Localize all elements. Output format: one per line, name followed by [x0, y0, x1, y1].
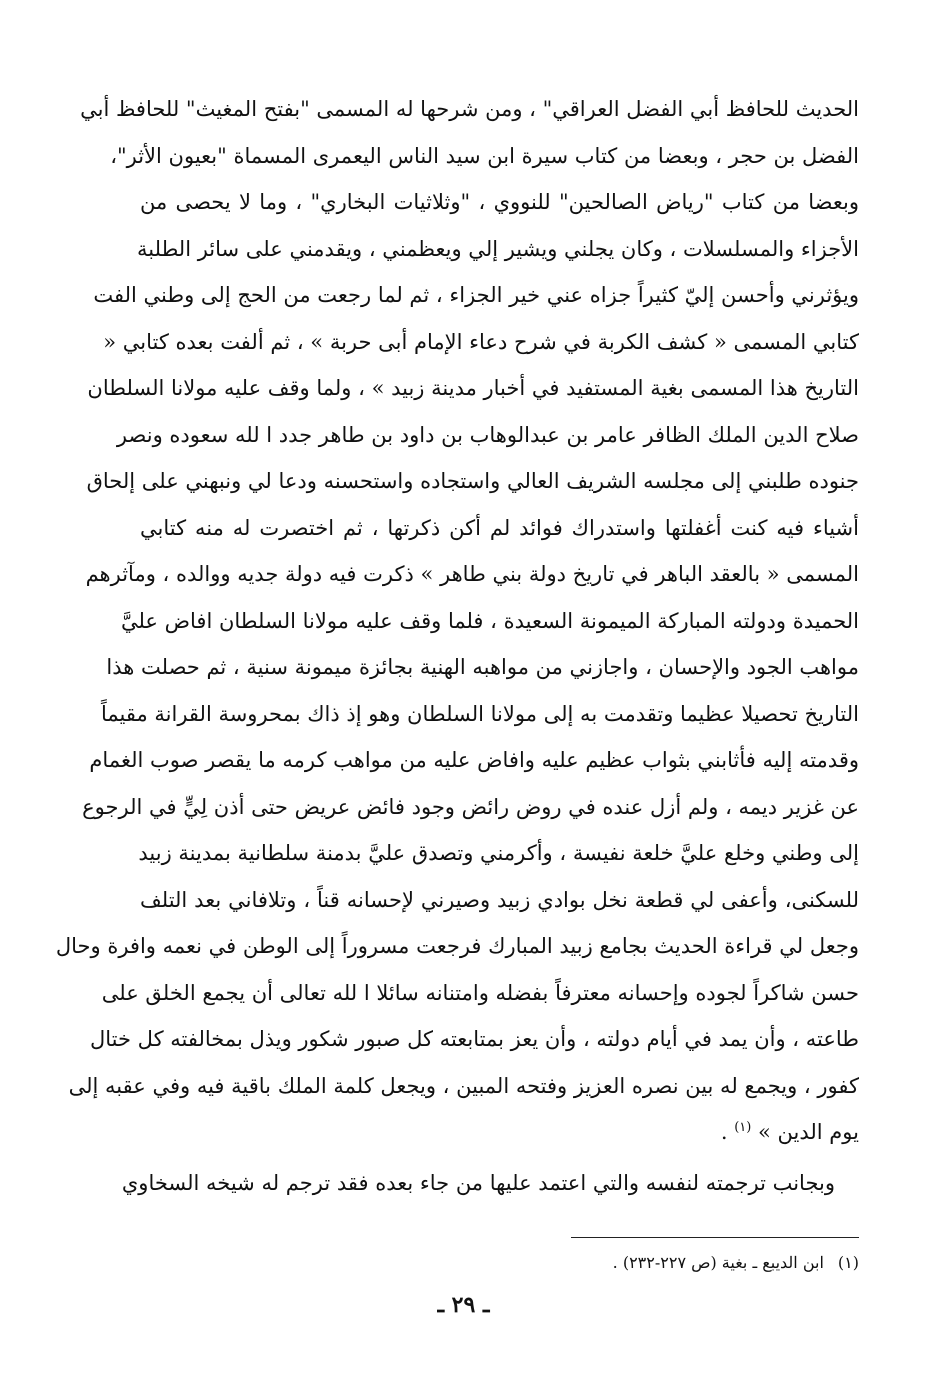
text-line-16: عن غزير ديمه ، ولم أزل عنده في روض رائض وجود فائض عريض حتى أذن لِيٍّ في الرجوع [82, 794, 859, 819]
text-line-17: إلى وطني وخلع عليَّ خلعة نفيسة ، وأكرمني وتصدق عليَّ بدمنة سلطانية بمدينة زبيد [138, 841, 859, 865]
footnote [359, 1252, 859, 1274]
footnote-number: (١) [837, 1253, 859, 1272]
text-line-11: المسمى « بالعقد الباهر في تاريخ دولة بني طاهر » ذكرت فيه دولة جديه ووالده ، ومآثرهم [85, 562, 859, 586]
text-line-5: ويؤثرني وأحسن إليّ كثيراً جزاه عني خير الجزاء ، ثم لما رجعت من الحج إلى وطني الفت [93, 283, 859, 307]
text-line-3: وبعضا من كتاب "رياض الصالحين" للنووي ، "وثلاثيات البخاري" ، وما لا يحصى من [140, 190, 859, 214]
footnote-text: ابن الديبع ـ بغية (ص ٢٢٧-٢٣٢) . [612, 1253, 824, 1272]
text-line-10: أشياء فيه كنت أغفلتها واستدراك فوائد لم أكن ذكرتها ، ثم اختصرت له منه كتابي [140, 515, 859, 540]
text-line-20: حسن شاكراً لجوده وإحسانه معترفاً بفضله وامتنانه سائلا ا لله تعالى أن يجمع الخلق على [101, 980, 859, 1005]
text-line-7: التاريخ هذا المسمى بغية المستفيد في أخبار مدينة زبيد » ، ولما وقف عليه مولانا السلطان [87, 376, 859, 400]
text-line-19: وجعل لي قراءة الحديث بجامع زبيد المبارك فرجعت مسروراً إلى الوطن في نعمه وافرة وحال [55, 934, 859, 958]
last-line-text: يوم الدين » [751, 1120, 859, 1144]
text-line-6: كتابي المسمى « كشف الكربة في شرح دعاء الإمام أبى حربة » ، ثم ألفت بعده كتابي « [103, 329, 859, 354]
text-line-15: وقدمته إليه فأثابني بثواب عظيم عليه وافاض عليه من مواهب كرمه ما يقصر صوب الغمام [89, 748, 859, 772]
last-line-end: . [720, 1120, 735, 1144]
text-line-21: طاعته ، وأن يمد في أيام دولته ، وأن يعز بمتابعته كل صبور شكور ويذل بمخالفته كل ختال [90, 1027, 859, 1051]
text-line-23 [140, 1109, 859, 1156]
footnote-reference[interactable]: (١) [734, 1120, 752, 1135]
text-line-22: كفور ، ويجمع له بين نصره العزيز وفتحه المبين ، ويجعل كلمة الملك باقية فيه وفي عقبه إلى [68, 1073, 859, 1098]
footnote-divider [571, 1237, 859, 1238]
text-line-4: الأجزاء والمسلسلات ، وكان يجلني ويشير إلي ويعظمني ، ويقدمني على سائر الطلبة [137, 236, 859, 261]
text-line-8: صلاح الدين الملك الظافر عامر بن عبدالوهاب بن داود بن طاهر جدد ا لله سعوده ونصر [116, 422, 859, 447]
text-line-1: الحديث للحافظ أبي الفضل العراقي" ، ومن شرحها له المسمى "بفتح المغيث" للحافظ أبي [80, 97, 859, 121]
page-number: ـ ٢٩ ـ [437, 1292, 490, 1318]
text-line-12: الحميدة ودولته المباركة الميمونة السعيدة ، فلما وقف عليه مولانا السلطان افاض عليَّ [120, 608, 859, 633]
body-text [55, 86, 859, 1206]
paragraph-start-line: وبجانب ترجمته لنفسه والتي اعتمد عليها من جاء بعده فقد ترجم له شيخه السخاوي [121, 1170, 835, 1195]
text-line-13: مواهب الجود والإحسان ، واجازني من مواهبه الهنية بجائزة ميمونة سنية ، ثم حصلت هذا [106, 655, 859, 679]
text-line-9: جنوده طلبني إلى مجلسه الشريف العالي واستجاده واستحسنه ودعا لي ونبهني على إلحاق [86, 469, 859, 493]
text-line-2: الفضل بن حجر ، وبعضا من كتاب سيرة ابن سيد الناس اليعمرى المسماة "بعيون الأثر"، [110, 143, 859, 168]
text-line-14: التاريخ تحصيلا عظيما وتقدمت به إلى مولانا السلطان وهو إذ ذاك بمحروسة القرانة مقيماً [100, 701, 859, 726]
text-line-18: للسكنى، وأعفى لي قطعة نخل بوادي زبيد وصيرني لإحسانه قناً ، وتلافاني بعد التلف [140, 887, 859, 912]
